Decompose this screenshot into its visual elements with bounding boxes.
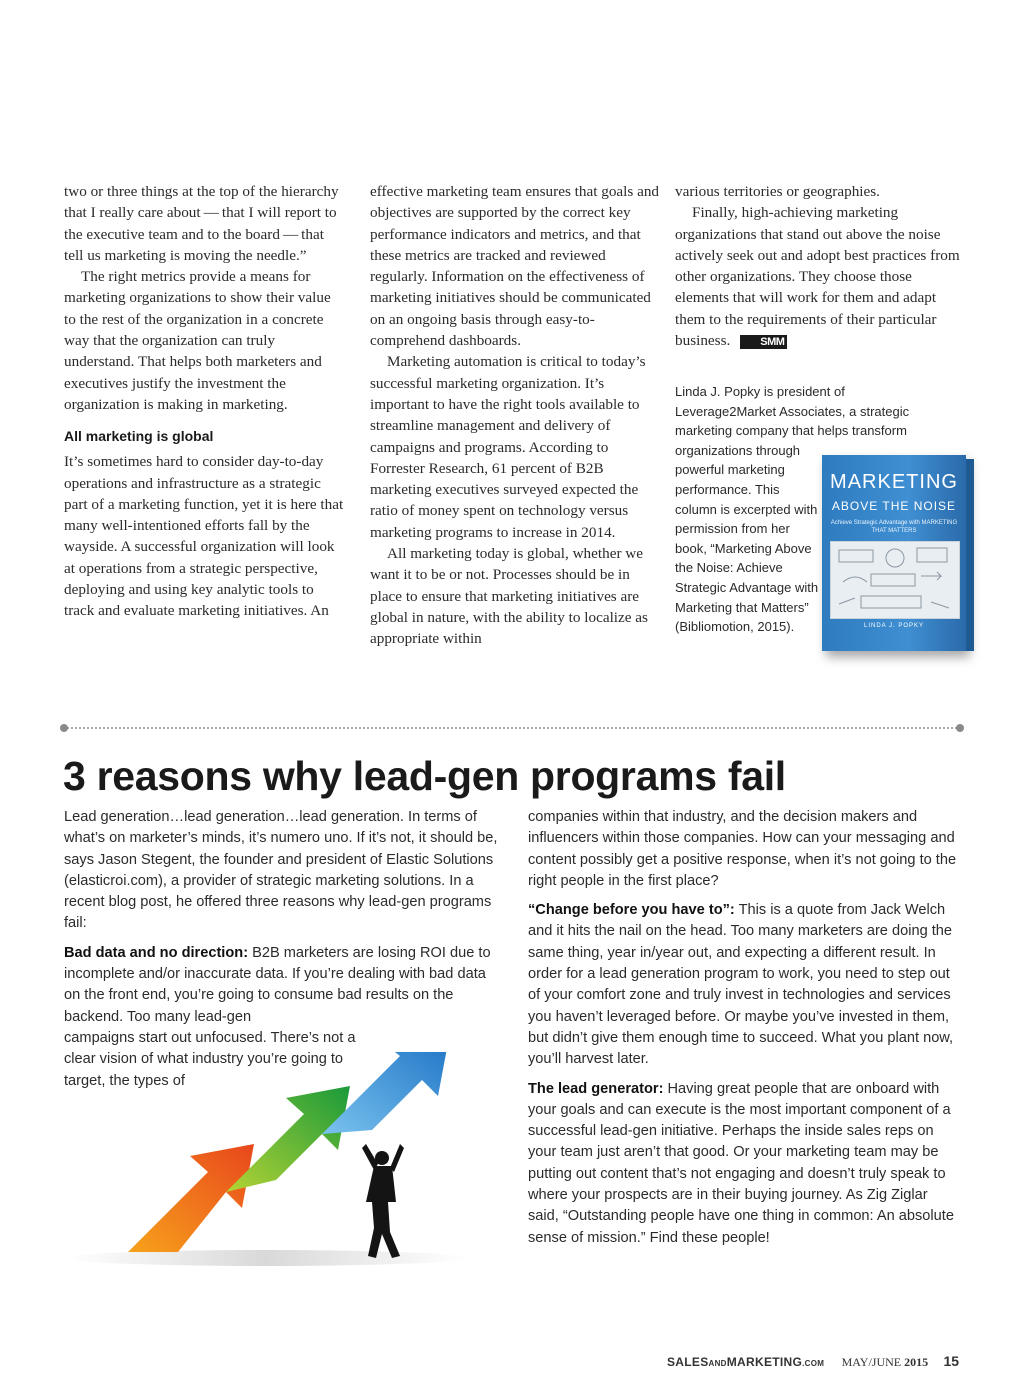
floor-shadow xyxy=(66,1250,466,1266)
paragraph: two or three things at the top of the hierarchy that I really care about — that I will report to the executive team and to the board — that tell us marketing is moving the needle.” xyxy=(64,183,339,264)
divider-dot xyxy=(956,724,964,732)
site-name: SALESANDMARKETING.COM xyxy=(667,1355,825,1369)
man-silhouette xyxy=(362,1144,404,1258)
book-cover-image xyxy=(822,455,966,651)
column-3 xyxy=(675,181,961,351)
reason-3 xyxy=(528,1079,960,1249)
reason-title: The lead generator: xyxy=(528,1080,664,1097)
right-column xyxy=(528,807,960,1257)
issue-date: MAY/JUNE 2015 xyxy=(841,1355,929,1369)
book-spine xyxy=(966,459,974,651)
paragraph: Marketing automation is critical to today’s successful marketing organization. It’s important to have the right tools available to streamline management and delivery of campaigns and programs. According to Forrester Research, 61 percent of B2B marketing executives surveyed expected the ratio of money spent on technology versus marketing programs to increase in 2014. xyxy=(370,353,646,541)
reason-title: Bad data and no direction: xyxy=(64,944,249,961)
green-arrow xyxy=(226,1086,350,1192)
sketch-icon xyxy=(831,542,959,618)
book-title: MARKETING xyxy=(830,471,958,493)
article-headline: 3 reasons why lead-gen programs fail xyxy=(63,753,786,799)
whiteboard-illustration xyxy=(830,541,960,619)
paragraph: effective marketing team ensures that goals and objectives are supported by the correct key performance indicators and metrics, and that these metrics are tracked and reviewed regularly. Information on the effectiveness of marketing initiatives should be communicated on an ongoing basis through easy-to-comprehend dashboards. xyxy=(370,183,660,350)
column-1 xyxy=(64,181,346,622)
reason-title: “Change before you have to”: xyxy=(528,902,735,919)
divider-dot xyxy=(60,724,68,732)
book-subtitle: Achieve Strategic Advantage with MARKETING THAT MATTERS xyxy=(830,520,958,534)
section-divider xyxy=(64,727,960,729)
reason-text: Having great people that are onboard with your goals and can execute is the most important component of a successful lead-gen initiative. Perhaps the inside sales reps on your team just aren’t that good. Or your marketing team may be putting out content that’s not engaging and doesn’t truly speak to where your prospects are in their buying journey. As Zig Ziglar said, “Outstanding people have one thing in common: An absolute sense of mission.” Find these people! xyxy=(528,1080,954,1246)
page-number: 15 xyxy=(943,1353,960,1369)
column-2 xyxy=(370,181,660,650)
orange-arrow xyxy=(128,1144,254,1252)
paragraph: All marketing today is global, whether we want it to be or not. Processes should be in place to ensure that marketing initiatives are global in nature, with the ability to localize as appropriate within xyxy=(370,545,648,648)
bio-line: Linda J. Popky is president of xyxy=(675,384,845,399)
bio-line: Leverage2Market Associates, a strategic xyxy=(675,403,910,419)
reason-text: B2B marketers are losing ROI due to incomplete and/or inaccurate data. If you’re dealing with bad data on the front end, you’re going to consume bad results on the backend. Too many lead-gen xyxy=(64,944,491,1025)
bio-line: marketing company that helps transform xyxy=(675,423,907,439)
reason-2 xyxy=(528,900,960,1070)
paragraph: various territories or geographies. xyxy=(675,183,880,200)
paragraph: The right metrics provide a means for marketing organizations to show their value to the rest of the organization in a concrete way that the organization can truly understand. That helps both marketers and executives justify the investment the organization is making in marketing. xyxy=(64,268,331,413)
bio-text: organizations through powerful marketing performance. This column is excerpted with permission from her book, “Marketing Above the Noise: Achieve Strategic Advantage with Marketing that Matters” (Bibliomotion, 2015). xyxy=(675,442,819,635)
reason-1 xyxy=(64,943,504,1028)
smm-logo: SMM xyxy=(740,335,787,349)
reason-1-continued: campaigns start out unfocused. There’s not a clear vision of what industry you’re going to target, the types of xyxy=(64,1029,356,1089)
intro-paragraph: Lead generation…lead generation…lead generation. In terms of what’s on marketer’s minds, it’s numero uno. If it’s not, it should be, says Jason Stegent, the founder and president of Elastic Solutions (elasticroi.com), a provider of strategic marketing solutions. In a recent blog post, he offered three reasons why lead-gen programs fail: xyxy=(64,809,498,932)
page-footer xyxy=(667,1353,959,1370)
paragraph: It’s sometimes hard to consider day-to-day operations and infrastructure as a strategic part of a marketing function, yet it is here that many well-intentioned efforts fall by the wayside. A successful organization will look at operations from a strategic perspective, deploying and using key analytic tools to track and evaluate marketing initiatives. An xyxy=(64,453,344,620)
paragraph: companies within that industry, and the decision makers and influencers within those companies. How can your messaging and content possibly get a positive response, when it’s not going to the right people in the first place? xyxy=(528,809,957,889)
reason-text: This is a quote from Jack Welch and it hits the nail on the head. Too many marketers are doing the same thing, year in/year out, and expecting a different result. In order for a lead generation program to work, you need to step out of your comfort zone and truly invest in technologies and services you haven’t leveraged before. Or maybe you’ve invested in them, but didn’t give them enough time to succeed. What you plant now, you’ll harvest later. xyxy=(528,902,954,1068)
rising-arrows-illustration xyxy=(66,1052,466,1270)
paragraph-text: Finally, high-achieving marketing organizations that stand out above the noise actively seek out and adopt best practices from other organizations. They choose those elements that will work for them and adapt them to the requirements of their particular business. xyxy=(675,204,960,350)
book-title-line-2: ABOVE THE NOISE xyxy=(831,499,957,513)
paragraph xyxy=(675,202,961,351)
subheading: All marketing is global xyxy=(64,428,214,445)
book-author: LINDA J. POPKY xyxy=(863,623,925,629)
